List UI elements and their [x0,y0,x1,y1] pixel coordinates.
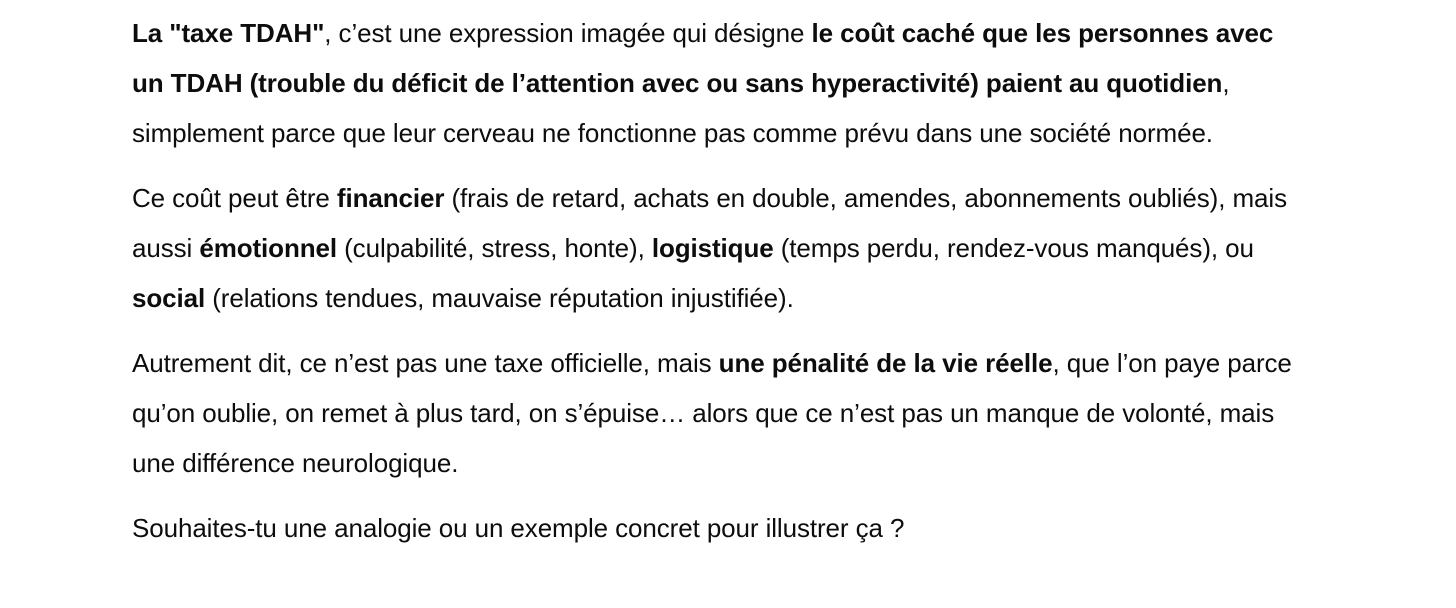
paragraph-cost-types [132,173,1292,323]
bold-term: logistique [651,233,774,263]
text-segment: (culpabilité, stress, honte), [337,233,652,263]
bold-term: La "taxe TDAH" [132,18,325,48]
bold-term: social [132,283,206,313]
paragraph-follow-up-question [132,503,1292,553]
text-segment: Ce coût peut être [132,183,337,213]
text-segment: (relations tendues, mauvaise réputation injustifiée). [205,283,794,313]
paragraph-definition [132,8,1292,158]
message-content [132,8,1292,553]
bold-term: une pénalité de la vie réelle [718,348,1053,378]
bold-term: émotionnel [199,233,337,263]
text-segment: , simplement parce que leur cerveau ne fonctionne pas comme prévu dans une société normée. [132,68,1230,148]
paragraph-explanation [132,338,1292,488]
text-segment: , c’est une expression imagée qui désigne [324,18,812,48]
text-segment: , que l’on paye parce qu’on oublie, on remet à plus tard, on s’épuise… alors que ce n’est pas un manque de volonté, mais une différence neurologique. [132,348,1292,478]
text-segment: Souhaites-tu une analogie ou un exemple concret pour illustrer ça ? [132,513,905,543]
text-segment: Autrement dit, ce n’est pas une taxe officielle, mais [132,348,719,378]
bold-term: financier [336,183,445,213]
text-segment: (temps perdu, rendez-vous manqués), ou [773,233,1254,263]
bold-term: le coût caché que les personnes avec un TDAH (trouble du déficit de l’attention avec ou sans hyperactivité) paient au quotidien [132,18,1274,98]
text-segment: (frais de retard, achats en double, amendes, abonnements oubliés), mais aussi [132,183,1287,263]
